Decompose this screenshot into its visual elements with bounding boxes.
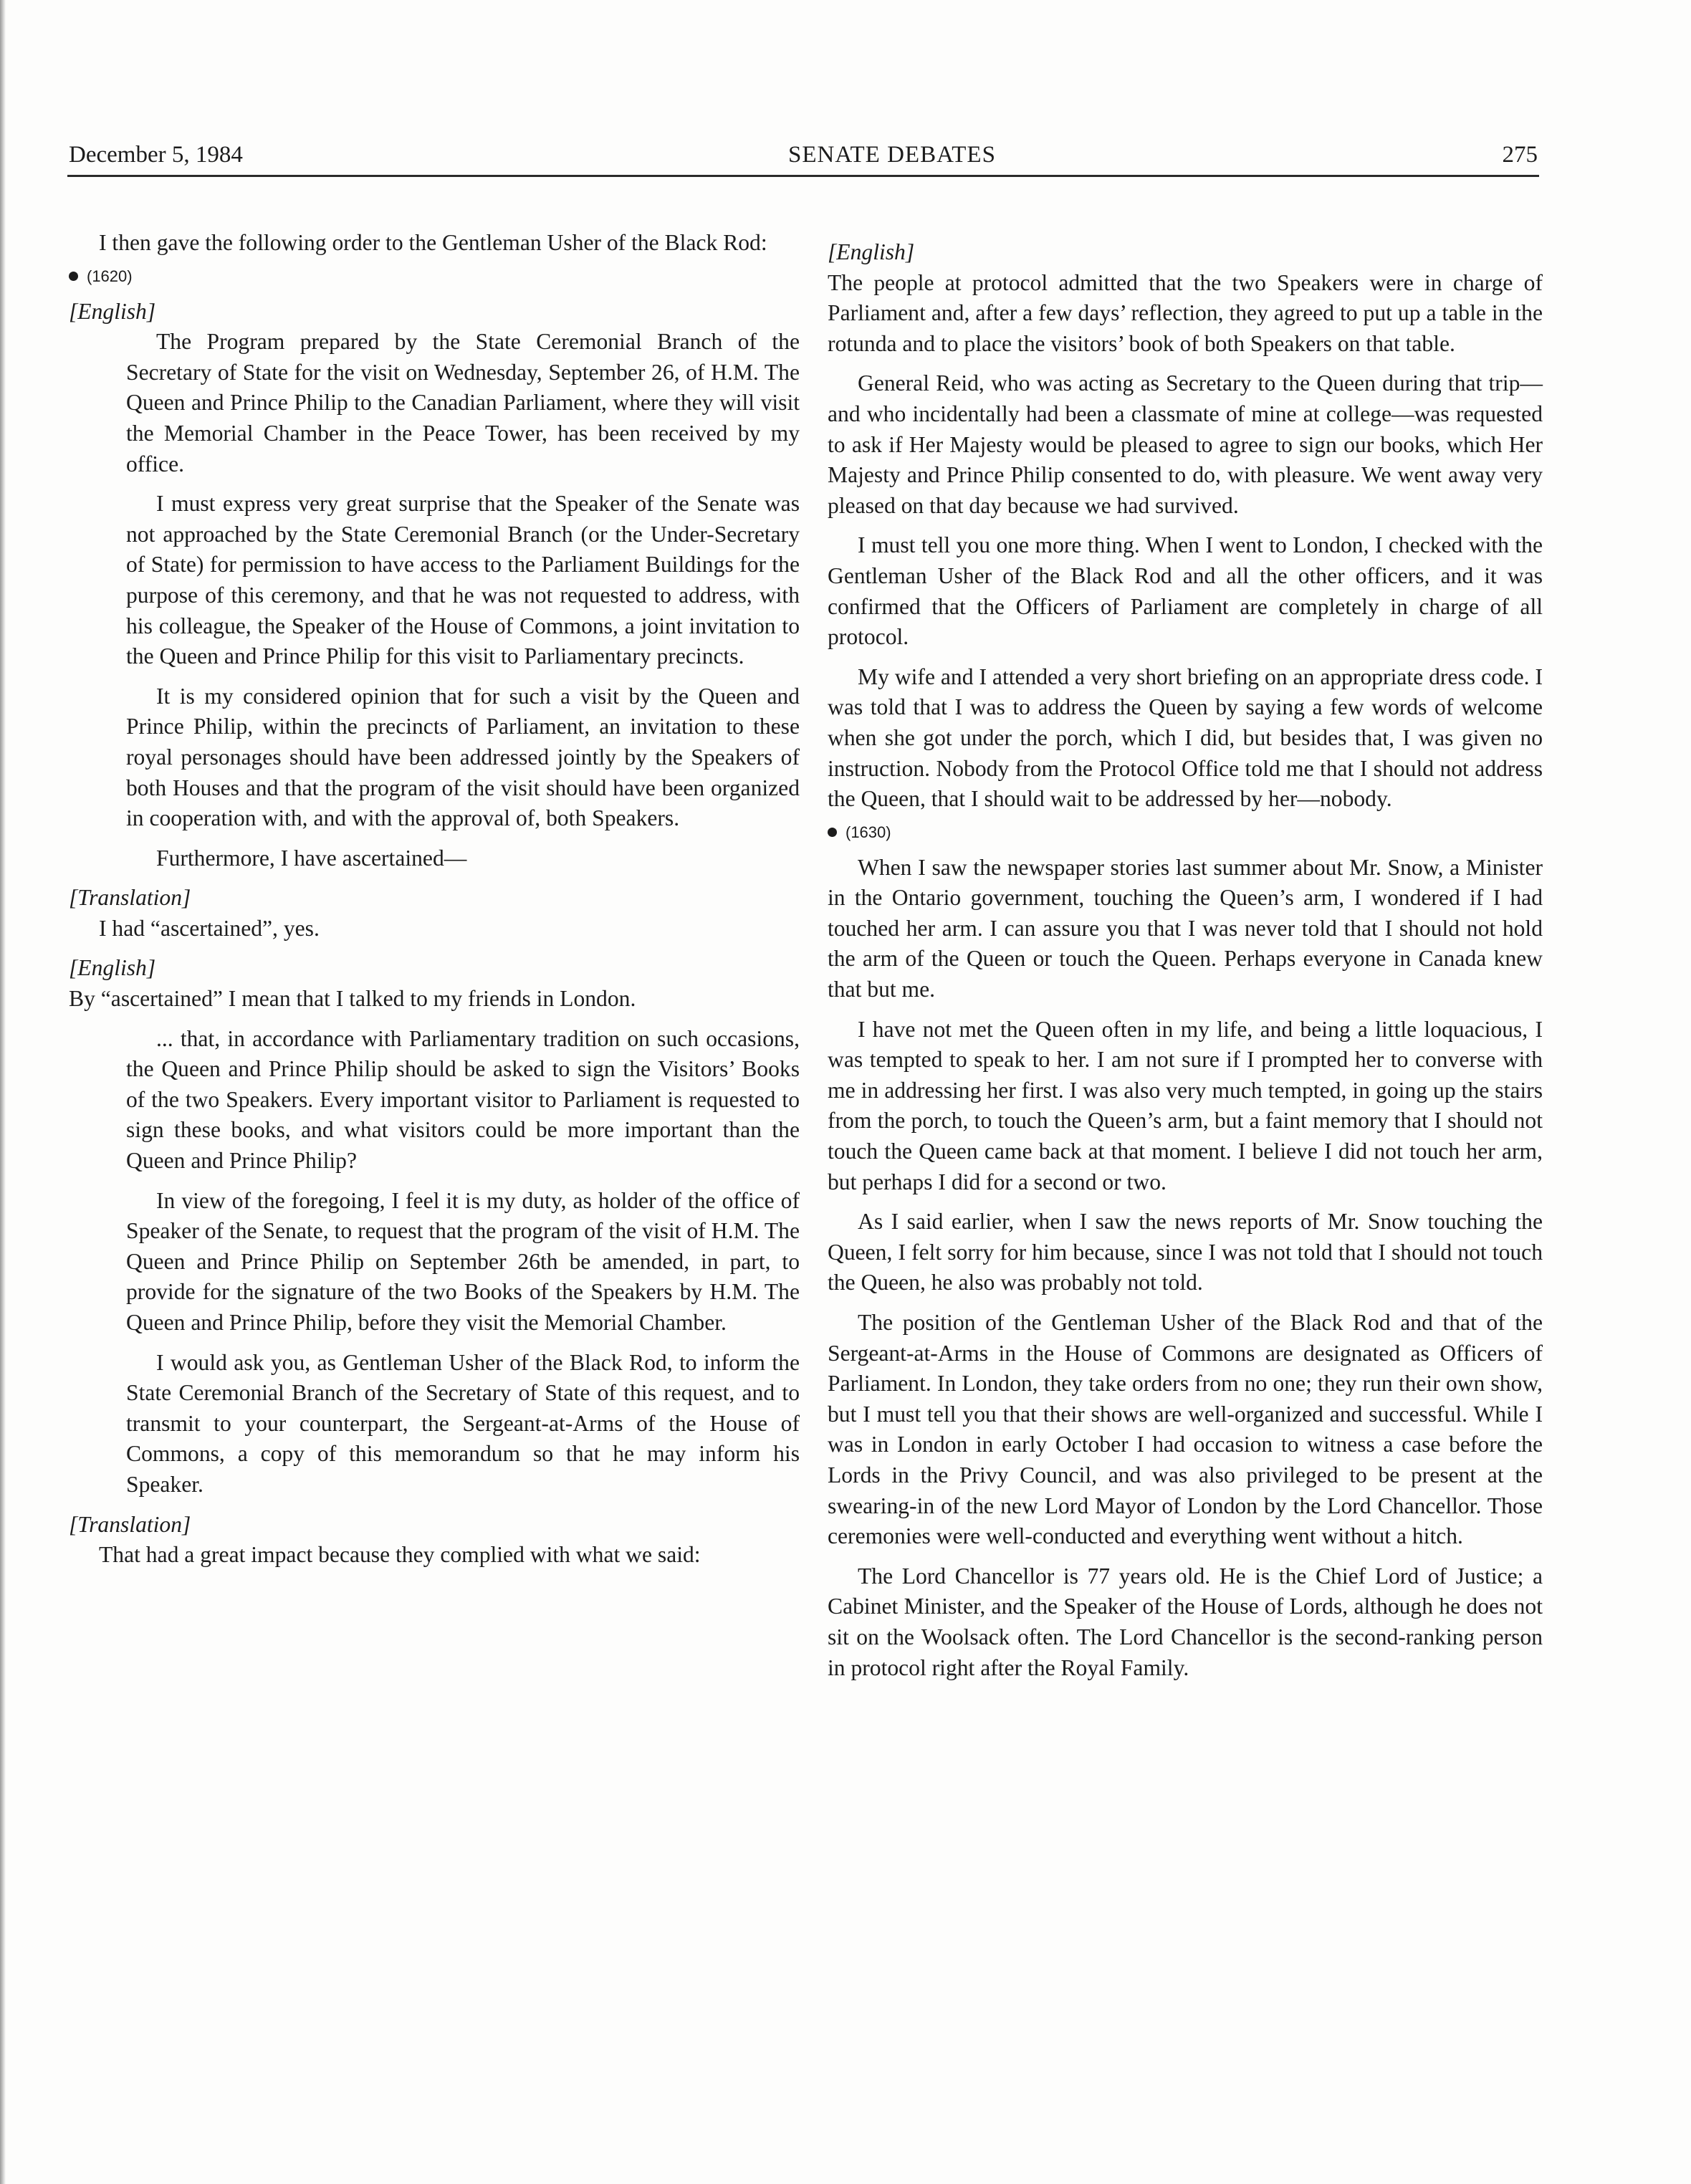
language-label: [English] — [828, 239, 915, 264]
quoted-paragraph: The Program prepared by the State Ceremonial Branch of the Secretary of State for the visit on Wednesday, September 26, of H.M. The Queen and Prince Philip to the Canadian Parliament, where they will visit the Memorial Chamber in the Peace Tower, has been received by my office. — [126, 329, 800, 476]
time-marker-text: (1620) — [87, 267, 133, 285]
time-marker — [828, 822, 1543, 843]
paragraph: The Lord Chancellor is 77 years old. He is the Chief Lord of Justice; a Cabinet Minister, and the Speaker of the House of Lords, although he does not sit on the Woolsack often. The Lord Chancellor is the second-ranking person in protocol right after the Royal Family. — [828, 1563, 1543, 1680]
header-title: SENATE DEBATES — [788, 142, 996, 168]
bullet-icon — [828, 828, 837, 837]
header-date: December 5, 1984 — [69, 142, 243, 168]
quoted-paragraph: Furthermore, I have ascertained— — [156, 845, 467, 871]
language-label: [English] — [69, 955, 156, 981]
paragraph: General Reid, who was acting as Secretary to the Queen during that trip—and who incidentally had been a classmate of mine at college—was requested to ask if Her Majesty would be pleased to agree to sign our books, which Her Majesty and Prince Philip consented to do, with pleasure. We went away very pleased on that day because we had survived. — [828, 370, 1543, 518]
quoted-paragraph: I would ask you, as Gentleman Usher of the Black Rod, to inform the State Ceremonial Branch of the Secretary of State of this request, and to transmit to your counterpart, the Sergeant-at-Arms of the House of Commons, a copy of this memorandum so that he may inform his Speaker. — [126, 1349, 800, 1497]
language-label: [Translation] — [69, 1511, 191, 1537]
left-column — [69, 228, 800, 1571]
bullet-icon — [69, 272, 78, 281]
quoted-paragraph: ... that, in accordance with Parliamentary tradition on such occasions, the Queen and Prince Philip should be asked to sign the Visitors’ Books of the two Speakers. Every important visitor to Parliament is requested to sign these books, and what visitors could be more important than the Queen and Prince Philip? — [126, 1025, 800, 1174]
paragraph: The position of the Gentleman Usher of the Black Rod and that of the Sergeant-at-Arms in the House of Commons are designated as Officers of Parliament. In London, they take orders from no one; they run their own show, but I must tell you that their shows are well-organized and successful. While I was in London in early October I had occasion to witness a case before the Lords in the Privy Council, and was also privileged to be present at the swearing-in of the new Lord Mayor of London by the Lord Chancellor. Those ceremonies were well-conducted and everything went without a hitch. — [828, 1310, 1543, 1549]
time-marker — [69, 266, 800, 287]
paragraph: I must tell you one more thing. When I went to London, I checked with the Gentleman Usher of the Black Rod and all the other officers, and it was confirmed that the Officers of Parliament are completely in charge of all protocol. — [828, 532, 1543, 650]
paragraph: I have not met the Queen often in my life, and being a little loquacious, I was tempted to speak to her. I am not sure if I prompted her to converse with me in addressing her first. I was also very much tempted, in going up the stairs from the porch, to touch the Queen’s arm, but a faint memory that I should not touch the Queen came back at that moment. I believe I did not touch her arm, but perhaps I did for a second or two. — [828, 1016, 1543, 1194]
language-label: [Translation] — [69, 885, 191, 911]
paragraph: That had a great impact because they complied with what we said: — [99, 1542, 701, 1568]
paragraph: When I saw the newspaper stories last summer about Mr. Snow, a Minister in the Ontario government, touching the Queen’s arm, I wondered if I had touched her arm. I can assure you that I was never told that I should not hold the arm of the Queen or touch the Queen. Perhaps everyone in Canada knew that but me. — [828, 854, 1543, 1002]
paragraph: My wife and I attended a very short briefing on an appropriate dress code. I was told that I was to address the Queen by saying a few words of welcome when she got under the porch, which I did, but besides that, I was given no instruction. Nobody from the Protocol Office told me that I should not address the Queen, that I should wait to be addressed by her—nobody. — [828, 664, 1543, 812]
paragraph: As I said earlier, when I saw the news reports of Mr. Snow touching the Queen, I felt sorry for him because, since I was not told that I should not touch the Queen, he also was probably not told. — [828, 1209, 1543, 1295]
paragraph: I then gave the following order to the Gentleman Usher of the Black Rod: — [99, 230, 767, 255]
quoted-paragraph: I must express very great surprise that the Speaker of the Senate was not approached by the State Ceremonial Branch (or the Under-Secretary of State) for permission to have access to the Parliament Buildings for the purpose of this ceremony, and that he was not requested to address, with his colleague, the Speaker of the House of Commons, a joint invitation to the Queen and Prince Philip for this visit to Parliamentary precincts. — [126, 491, 800, 669]
header-rule — [67, 175, 1539, 177]
paragraph: The people at protocol admitted that the two Speakers were in charge of Parliament and, after a few days’ reflection, they agreed to put up a table in the rotunda and to place the visitors’ book of both Speakers on that table. — [828, 269, 1543, 356]
time-marker-text: (1630) — [846, 823, 891, 841]
quoted-paragraph: It is my considered opinion that for such a visit by the Queen and Prince Philip, within the precincts of Parliament, an invitation to these royal personages should have been addressed jointly by the Speakers of both Houses and that the program of the visit should have been organized in cooperation with, and with the approval of, both Speakers. — [126, 683, 800, 831]
language-label: [English] — [69, 298, 156, 324]
paragraph: By “ascertained” I mean that I talked to my friends in London. — [69, 986, 636, 1012]
paragraph: I had “ascertained”, yes. — [99, 915, 320, 941]
scan-edge-shadow — [0, 0, 6, 2184]
page-number: 275 — [1502, 142, 1538, 168]
right-column — [828, 228, 1543, 1683]
quoted-paragraph: In view of the foregoing, I feel it is my duty, as holder of the office of Speaker of the Senate, to request that the program of the visit of H.M. The Queen and Prince Philip on September 26th be amended, in part, to provide for the signature of the two Books of the Speakers by H.M. The Queen and Prince Philip, before they visit the Memorial Chamber. — [126, 1187, 800, 1335]
